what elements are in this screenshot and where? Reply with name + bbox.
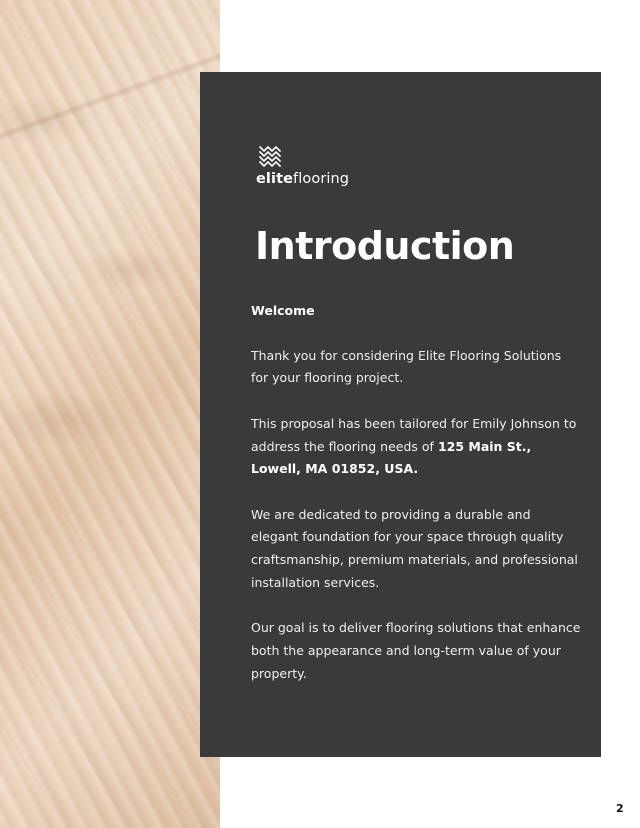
welcome-heading: Welcome xyxy=(251,303,315,318)
intro-card xyxy=(200,72,601,757)
wood-plank-seam xyxy=(0,0,220,828)
paragraph-tailored-text: This proposal has been tailored for Emily Johnson to address the flooring needs of xyxy=(251,415,577,454)
herringbone-pattern-icon xyxy=(259,144,283,168)
company-logo xyxy=(256,144,349,187)
paragraph-goal: Our goal is to deliver flooring solutions that enhance both the appearance and long-term value of your property. xyxy=(251,620,581,681)
client-address: 125 Main St., Lowell, MA 01852, USA. xyxy=(251,438,532,477)
logo-brand-light: flooring xyxy=(293,171,350,187)
logo-brand-bold: elite xyxy=(256,171,294,187)
page-number: 2 xyxy=(616,802,624,815)
paragraph-dedication: We are dedicated to providing a durable and elegant foundation for your space through quality craftsmanship, premium materials, and professional installation services. xyxy=(251,506,578,590)
page-title: Introduction xyxy=(255,224,515,268)
paragraph-tailored xyxy=(251,413,581,481)
logo-wordmark xyxy=(256,171,349,187)
intro-body xyxy=(251,300,581,708)
wood-floor-image xyxy=(0,0,220,828)
paragraph-thanks: Thank you for considering Elite Flooring Solutions for your flooring project. xyxy=(251,347,562,386)
